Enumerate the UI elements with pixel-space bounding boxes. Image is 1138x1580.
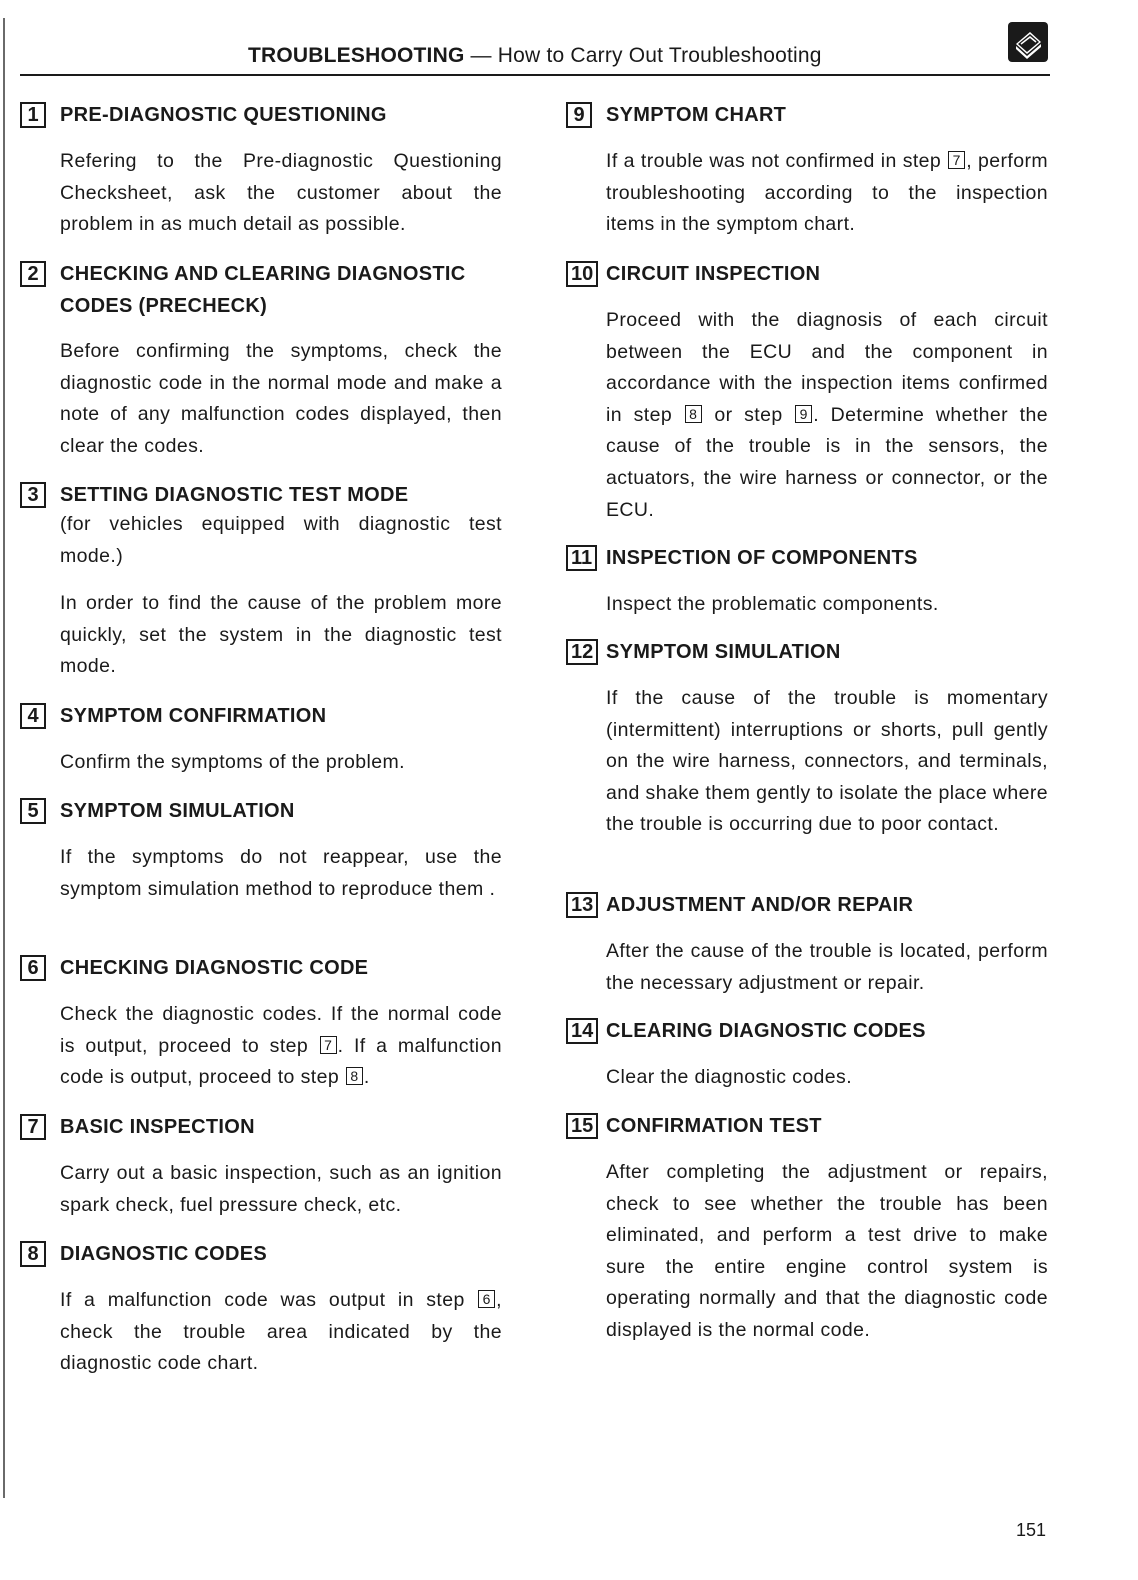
step-number-box: 4 [20,703,46,729]
step-3 [20,479,502,683]
page-number: 151 [1016,1520,1047,1540]
step-number-box: 11 [566,545,597,571]
step-number-box: 12 [566,639,598,665]
step-title: CIRCUIT INSPECTION [606,263,821,285]
step-body-text: , check the trouble area indicated by the diagnostic code chart. [60,1289,502,1375]
step-number-box: 7 [20,1114,46,1140]
step-title: BASIC INSPECTION [60,1116,255,1138]
step-body: After completing the adjustment or repairs, check to see whether the trouble has been eliminated, and perform a test drive to make sure the entire engine control system is operating normally and that the diagnostic code displayed is the normal code. [606,1161,1048,1341]
step-title: SYMPTOM CONFIRMATION [60,705,327,727]
step-12 [566,636,1048,841]
step-body [60,999,502,1094]
step-reference-box: 8 [685,405,702,423]
header-title [248,44,822,68]
step-11 [566,542,1048,621]
step-title: SETTING DIAGNOSTIC TEST MODE [60,484,409,506]
step-body-text: or step [714,403,783,426]
step-reference-box: 7 [948,151,965,169]
step-15 [566,1110,1048,1347]
step-6 [20,952,502,1094]
step-9 [566,99,1048,241]
step-7 [20,1111,502,1221]
step-body: If the cause of the trouble is momentary (intermittent) interruptions or shorts, pull gently on the wire harness, connectors, and terminals, and shake them gently to isolate the place where the trouble is occurring due to poor contact. [606,687,1048,836]
step-number-box: 8 [20,1241,46,1267]
step-5 [20,795,502,905]
left-margin-rule [3,18,5,1498]
step-number-box: 6 [20,955,46,981]
step-title: ADJUSTMENT AND/OR REPAIR [606,894,914,916]
step-title: DIAGNOSTIC CODES [60,1243,268,1265]
step-body: Refering to the Pre-diagnostic Questioning Checksheet, ask the customer about the problem in as much detail as possible. [60,150,502,236]
step-title: SYMPTOM SIMULATION [606,641,841,663]
step-10 [566,258,1048,526]
step-title: CHECKING AND CLEARING DIAGNOSTIC CODES (PRECHECK) [60,263,466,317]
step-body: After the cause of the trouble is located, perform the necessary adjustment or repair. [606,940,1048,994]
step-1 [20,99,502,241]
header-rule [20,74,1050,76]
step-number-box: 5 [20,798,46,824]
step-body: Inspect the problematic components. [606,593,939,615]
step-14 [566,1015,1048,1094]
step-body-text: If a trouble was not confirmed in step [606,150,942,172]
step-body [606,305,1048,526]
step-body-text: . [363,1066,370,1089]
step-body: In order to find the cause of the problem more quickly, set the system in the diagnostic test mode. [60,592,502,678]
step-number-box: 1 [20,102,46,128]
step-title: SYMPTOM CHART [606,104,787,126]
step-note: (for vehicles equipped with diagnostic test mode.) [60,513,502,567]
step-body-text: . If a malfunction code is output, proceed to step [60,1034,502,1089]
step-4 [20,700,502,779]
step-body-text: , perform troubleshooting according to the inspection items in the symptom chart. [606,150,1048,236]
step-number-box: 9 [566,102,592,128]
step-reference-box: 6 [478,1290,495,1308]
step-13 [566,889,1048,999]
step-body: If the symptoms do not reappear, use the symptom simulation method to reproduce them . [60,846,502,900]
step-body-text: If a malfunction code was output in step [60,1289,465,1311]
step-title: CHECKING DIAGNOSTIC CODE [60,957,369,979]
step-title: CLEARING DIAGNOSTIC CODES [606,1020,926,1042]
step-2 [20,258,502,462]
step-title: PRE-DIAGNOSTIC QUESTIONING [60,104,387,126]
step-reference-box: 8 [346,1067,363,1085]
step-number-box: 14 [566,1018,598,1044]
step-body: Clear the diagnostic codes. [606,1066,853,1088]
header-subtitle: How to Carry Out Troubleshooting [497,44,822,67]
step-body [60,1285,502,1380]
step-body: Before confirming the symptoms, check the diagnostic code in the normal mode and make a note of any malfunction codes displayed, then clear the codes. [60,340,502,457]
step-title: CONFIRMATION TEST [606,1115,822,1137]
step-reference-box: 9 [795,405,812,423]
page-header [20,42,1050,76]
step-number-box: 2 [20,261,46,287]
step-body-text: Proceed with the diagnosis of each circuit between the ECU and the component in accordance with the inspection items confirmed in step [606,309,1048,426]
step-number-box: 10 [566,261,598,287]
step-body: Carry out a basic inspection, such as an ignition spark check, fuel pressure check, etc. [60,1162,502,1216]
step-body-text: Check the diagnostic codes. If the normal code is output, proceed to step [60,1003,502,1057]
step-title: INSPECTION OF COMPONENTS [606,547,918,569]
step-body [606,146,1048,241]
step-number-box: 3 [20,482,46,508]
manual-book-icon [1008,22,1048,62]
step-number-box: 13 [566,892,598,918]
step-8 [20,1238,502,1380]
step-body: Confirm the symptoms of the problem. [60,751,405,773]
step-body-text: . Determine whether the cause of the trouble is in the sensors, the actuators, the wire harness or connector, or the ECU. [606,403,1048,521]
step-reference-box: 7 [320,1036,337,1054]
header-dash: — [470,44,492,67]
step-title: SYMPTOM SIMULATION [60,800,295,822]
step-number-box: 15 [566,1113,598,1139]
header-section: TROUBLESHOOTING [248,44,465,67]
